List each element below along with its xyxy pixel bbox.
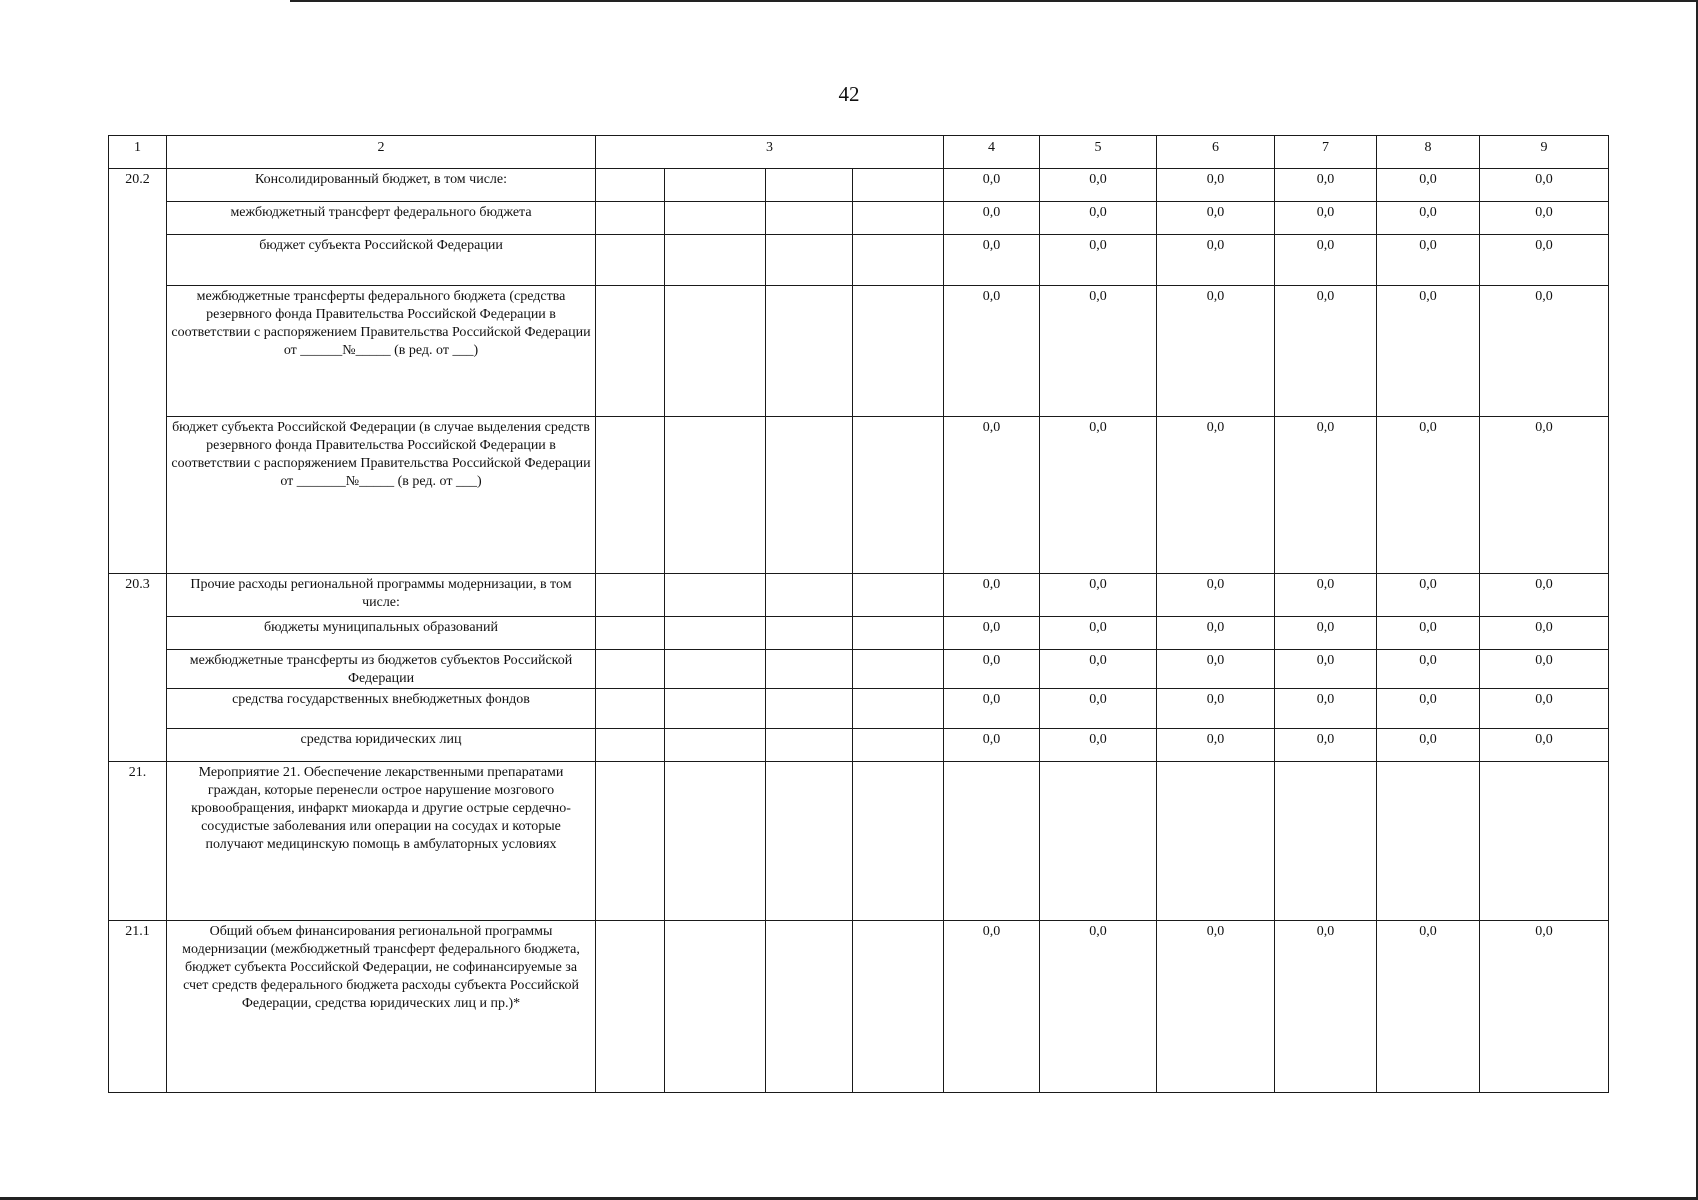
header-cell: 2	[167, 136, 596, 169]
row-number-cell: 21.1	[109, 921, 167, 1093]
value-cell	[1040, 762, 1157, 921]
value-cell: 0,0	[1377, 202, 1480, 235]
value-cell: 0,0	[1480, 169, 1609, 202]
table-row	[109, 286, 1609, 417]
header-cell: 7	[1275, 136, 1377, 169]
value-cell: 0,0	[944, 650, 1040, 689]
blank-cell	[596, 617, 665, 650]
blank-cell	[596, 921, 665, 1093]
value-cell: 0,0	[1157, 169, 1275, 202]
blank-cell	[596, 417, 665, 574]
row-label-cell: межбюджетные трансферты федерального бюджета (средства резервного фонда Правительства Российской Федерации в соответствии с распоряжением Правительства Российской Федерации от ______№_____ (в ред. от ___)	[167, 286, 596, 417]
blank-cell	[766, 417, 853, 574]
value-cell: 0,0	[1157, 689, 1275, 729]
blank-cell	[665, 617, 766, 650]
table-row	[109, 762, 1609, 921]
value-cell: 0,0	[1157, 921, 1275, 1093]
value-cell: 0,0	[1480, 617, 1609, 650]
value-cell: 0,0	[1480, 202, 1609, 235]
value-cell: 0,0	[1480, 286, 1609, 417]
value-cell	[1275, 762, 1377, 921]
blank-cell	[596, 650, 665, 689]
table-row	[109, 650, 1609, 689]
value-cell: 0,0	[1040, 202, 1157, 235]
value-cell: 0,0	[1275, 286, 1377, 417]
table-row	[109, 202, 1609, 235]
value-cell: 0,0	[1480, 729, 1609, 762]
blank-cell	[665, 762, 766, 921]
value-cell: 0,0	[1040, 235, 1157, 286]
blank-cell	[766, 202, 853, 235]
value-cell: 0,0	[944, 729, 1040, 762]
value-cell: 0,0	[1480, 235, 1609, 286]
row-label-cell: бюджет субъекта Российской Федерации	[167, 235, 596, 286]
header-cell: 6	[1157, 136, 1275, 169]
value-cell: 0,0	[1275, 689, 1377, 729]
row-label-cell: бюджет субъекта Российской Федерации (в случае выделения средств резервного фонда Правительства Российской Федерации в соответствии с распоряжением Правительства Российской Федерации от _______№_____ (в ред. от ___)	[167, 417, 596, 574]
blank-cell	[596, 762, 665, 921]
blank-cell	[596, 729, 665, 762]
row-label-cell: Мероприятие 21. Обеспечение лекарственными препаратами граждан, которые перенесли острое нарушение мозгового кровообращения, инфаркт миокарда и другие острые сердечно-сосудистые заболевания или операции на сосудах и которые получают медицинскую помощь в амбулаторных условиях	[167, 762, 596, 921]
blank-cell	[766, 689, 853, 729]
value-cell: 0,0	[1157, 650, 1275, 689]
table-body	[109, 136, 1609, 1093]
value-cell	[1377, 762, 1480, 921]
row-number-cell: 21.	[109, 762, 167, 921]
blank-cell	[853, 202, 944, 235]
value-cell: 0,0	[1040, 650, 1157, 689]
value-cell: 0,0	[1040, 574, 1157, 617]
value-cell: 0,0	[1157, 617, 1275, 650]
blank-cell	[596, 286, 665, 417]
value-cell: 0,0	[1377, 921, 1480, 1093]
value-cell: 0,0	[1377, 417, 1480, 574]
value-cell: 0,0	[1377, 169, 1480, 202]
value-cell: 0,0	[1480, 574, 1609, 617]
value-cell: 0,0	[1480, 689, 1609, 729]
row-label-cell: Прочие расходы региональной программы модернизации, в том числе:	[167, 574, 596, 617]
value-cell: 0,0	[1275, 417, 1377, 574]
value-cell: 0,0	[1040, 729, 1157, 762]
blank-cell	[665, 417, 766, 574]
value-cell: 0,0	[944, 417, 1040, 574]
value-cell: 0,0	[1040, 417, 1157, 574]
value-cell: 0,0	[1275, 617, 1377, 650]
value-cell: 0,0	[1040, 689, 1157, 729]
scan-edge-top	[290, 0, 1698, 2]
blank-cell	[853, 762, 944, 921]
blank-cell	[853, 169, 944, 202]
value-cell: 0,0	[944, 689, 1040, 729]
blank-cell	[665, 729, 766, 762]
header-cell: 5	[1040, 136, 1157, 169]
row-label-cell: средства юридических лиц	[167, 729, 596, 762]
blank-cell	[766, 169, 853, 202]
table-row	[109, 729, 1609, 762]
table-row	[109, 574, 1609, 617]
value-cell: 0,0	[1377, 617, 1480, 650]
blank-cell	[853, 650, 944, 689]
row-number-cell: 20.2	[109, 169, 167, 574]
value-cell: 0,0	[1377, 650, 1480, 689]
value-cell: 0,0	[944, 617, 1040, 650]
blank-cell	[665, 286, 766, 417]
value-cell: 0,0	[1157, 202, 1275, 235]
blank-cell	[853, 729, 944, 762]
blank-cell	[853, 689, 944, 729]
value-cell: 0,0	[1275, 169, 1377, 202]
blank-cell	[766, 235, 853, 286]
value-cell: 0,0	[1157, 574, 1275, 617]
row-number-cell: 20.3	[109, 574, 167, 762]
blank-cell	[766, 617, 853, 650]
header-row	[109, 136, 1609, 169]
blank-cell	[766, 574, 853, 617]
value-cell: 0,0	[1377, 286, 1480, 417]
table-row	[109, 921, 1609, 1093]
blank-cell	[665, 235, 766, 286]
value-cell: 0,0	[944, 235, 1040, 286]
blank-cell	[853, 417, 944, 574]
value-cell: 0,0	[944, 286, 1040, 417]
header-cell: 4	[944, 136, 1040, 169]
value-cell: 0,0	[944, 921, 1040, 1093]
blank-cell	[665, 921, 766, 1093]
blank-cell	[766, 286, 853, 417]
value-cell: 0,0	[944, 574, 1040, 617]
row-label-cell: межбюджетные трансферты из бюджетов субъектов Российской Федерации	[167, 650, 596, 689]
value-cell: 0,0	[1480, 921, 1609, 1093]
value-cell: 0,0	[1377, 689, 1480, 729]
value-cell: 0,0	[944, 169, 1040, 202]
value-cell: 0,0	[1480, 650, 1609, 689]
blank-cell	[853, 235, 944, 286]
value-cell: 0,0	[944, 202, 1040, 235]
budget-table	[108, 135, 1609, 1093]
value-cell: 0,0	[1275, 574, 1377, 617]
value-cell	[1480, 762, 1609, 921]
table-row	[109, 417, 1609, 574]
blank-cell	[766, 650, 853, 689]
value-cell	[1157, 762, 1275, 921]
table-row	[109, 617, 1609, 650]
value-cell: 0,0	[1157, 235, 1275, 286]
blank-cell	[596, 169, 665, 202]
blank-cell	[665, 650, 766, 689]
blank-cell	[665, 202, 766, 235]
blank-cell	[596, 235, 665, 286]
header-cell: 3	[596, 136, 944, 169]
value-cell: 0,0	[1157, 417, 1275, 574]
blank-cell	[596, 689, 665, 729]
table-row	[109, 169, 1609, 202]
blank-cell	[853, 921, 944, 1093]
row-label-cell: бюджеты муниципальных образований	[167, 617, 596, 650]
table-row	[109, 689, 1609, 729]
value-cell: 0,0	[1275, 921, 1377, 1093]
value-cell: 0,0	[1040, 286, 1157, 417]
blank-cell	[665, 169, 766, 202]
value-cell: 0,0	[1157, 729, 1275, 762]
value-cell: 0,0	[1275, 729, 1377, 762]
blank-cell	[596, 202, 665, 235]
row-label-cell: Консолидированный бюджет, в том числе:	[167, 169, 596, 202]
value-cell: 0,0	[1480, 417, 1609, 574]
value-cell: 0,0	[1275, 202, 1377, 235]
page-number: 42	[838, 82, 860, 106]
value-cell: 0,0	[1275, 235, 1377, 286]
value-cell	[944, 762, 1040, 921]
value-cell: 0,0	[1040, 921, 1157, 1093]
blank-cell	[853, 574, 944, 617]
header-cell: 9	[1480, 136, 1609, 169]
blank-cell	[665, 574, 766, 617]
header-cell: 1	[109, 136, 167, 169]
value-cell: 0,0	[1377, 729, 1480, 762]
header-cell: 8	[1377, 136, 1480, 169]
value-cell: 0,0	[1377, 574, 1480, 617]
value-cell: 0,0	[1157, 286, 1275, 417]
blank-cell	[596, 574, 665, 617]
blank-cell	[665, 689, 766, 729]
value-cell: 0,0	[1040, 617, 1157, 650]
blank-cell	[766, 729, 853, 762]
row-label-cell: Общий объем финансирования региональной программы модернизации (межбюджетный трансферт федерального бюджета, бюджет субъекта Российской Федерации, не софинансируемые за счет средств федерального бюджета расходы субъекта Российской Федерации, средства юридических лиц и пр.)*	[167, 921, 596, 1093]
row-label-cell: средства государственных внебюджетных фондов	[167, 689, 596, 729]
blank-cell	[853, 617, 944, 650]
blank-cell	[853, 286, 944, 417]
value-cell: 0,0	[1275, 650, 1377, 689]
row-label-cell: межбюджетный трансферт федерального бюджета	[167, 202, 596, 235]
blank-cell	[766, 762, 853, 921]
value-cell: 0,0	[1377, 235, 1480, 286]
value-cell: 0,0	[1040, 169, 1157, 202]
blank-cell	[766, 921, 853, 1093]
table-row	[109, 235, 1609, 286]
